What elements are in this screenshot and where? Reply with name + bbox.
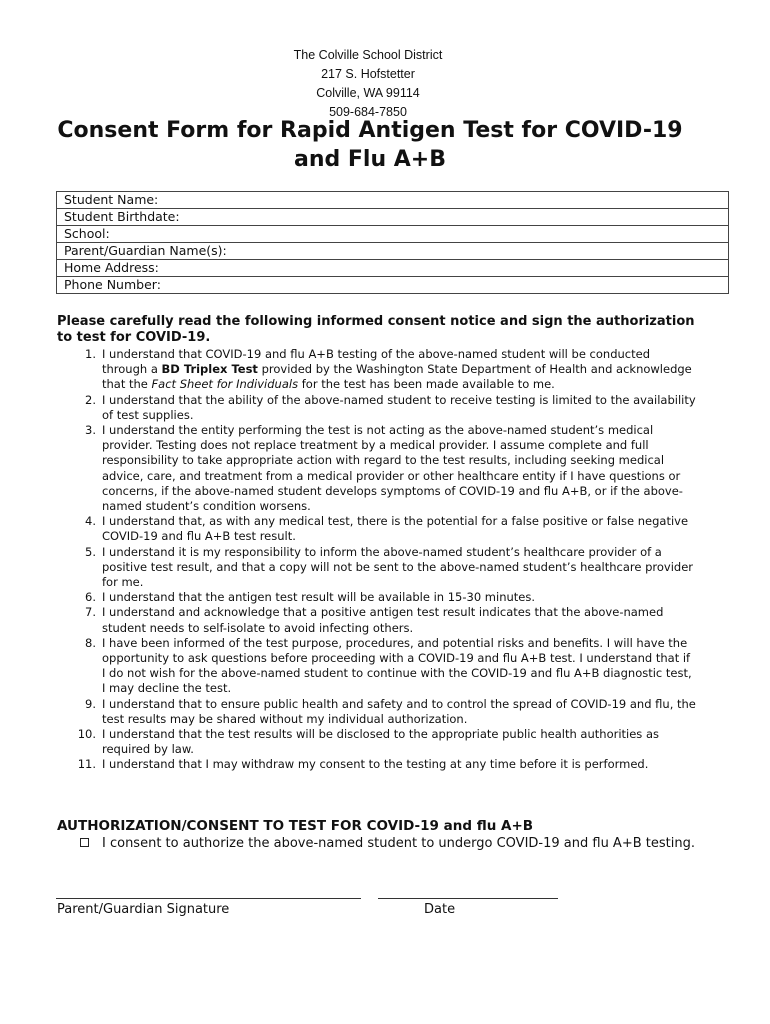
info-row-guardian-name	[57, 243, 729, 260]
term-number: 9.	[85, 696, 96, 711]
term-text	[102, 636, 696, 697]
info-field-label[interactable]: School:	[57, 226, 729, 243]
term-text-segment: I understand that the test results will be disclosed to the appropriate public health authorities as required by law.	[102, 727, 659, 757]
term-number: 6.	[85, 590, 96, 605]
term-text-segment: I understand and acknowledge that a positive antigen test result indicates that the above-named student needs to self-isolate to avoid infecting others.	[102, 605, 664, 635]
term-text-segment: I understand it is my responsibility to inform the above-named student’s healthcare provider of a positive test result, and that a copy will not be sent to the above-named student’s healthcare provider for me.	[102, 544, 694, 590]
info-row-student-name	[57, 192, 729, 209]
term-number: 3.	[85, 423, 96, 438]
info-row-phone-number	[57, 277, 729, 294]
term-text-italic: Fact Sheet for Individuals	[151, 377, 299, 392]
consent-term-item	[56, 757, 696, 772]
term-text	[102, 393, 696, 423]
term-text	[102, 590, 696, 605]
consent-term-item	[56, 636, 696, 697]
consent-term-item	[56, 423, 696, 514]
info-field-label[interactable]: Parent/Guardian Name(s):	[57, 243, 729, 260]
info-row-home-address	[57, 260, 729, 277]
term-text	[102, 697, 696, 727]
consent-checkbox-label: I consent to authorize the above-named student to undergo COVID-19 and flu A+B testing.	[102, 836, 695, 851]
term-number: 4.	[85, 514, 96, 529]
consent-term-item	[56, 697, 696, 727]
form-title: Consent Form for Rapid Antigen Test for COVID-19 and Flu A+B	[57, 118, 683, 172]
consent-intro: Please carefully read the following informed consent notice and sign the authorization to test for COVID-19.	[57, 314, 695, 345]
consent-term-item	[56, 545, 696, 591]
term-text-segment: I understand that I may withdraw my consent to the testing at any time before it is performed.	[102, 757, 649, 772]
consent-term-item	[56, 393, 696, 423]
district-name: The Colville School District	[293, 48, 443, 62]
term-text-segment: I understand that the ability of the above-named student to receive testing is limited to the availability of test supplies.	[102, 392, 696, 422]
term-text-segment: I understand that, as with any medical test, there is the potential for a false positive or false negative COVID-19 and flu A+B test result.	[102, 514, 689, 544]
term-number: 1.	[85, 347, 96, 361]
district-city: Colville, WA 99114	[316, 86, 420, 100]
consent-term-item	[56, 514, 696, 544]
term-text	[102, 347, 696, 393]
consent-term-item	[56, 605, 696, 635]
signature-label: Parent/Guardian Signature	[57, 902, 230, 917]
term-text-segment: for the test has been made available to me.	[298, 377, 555, 392]
info-row-school	[57, 226, 729, 243]
consent-terms-list	[56, 347, 696, 773]
term-number: 11.	[77, 757, 96, 772]
term-number: 7.	[85, 605, 96, 620]
term-text-segment: I understand the entity performing the test is not acting as the above-named student’s medical provider. Testing does not replace treatment by a medical provider. I assume complete and full responsibility to take appropriate action with regard to the test results, including seeking medical advice, care, and treatment from a medical provider or other healthcare entity if I have questions or concerns, if the above-named student develops symptoms of COVID-19 and flu A+B, or if the above-named student’s condition worsens.	[102, 423, 683, 514]
term-text-segment: I understand that to ensure public health and safety and to control the spread of COVID-19 and flu, the test results may be shared without my individual authorization.	[102, 696, 696, 726]
consent-checkbox[interactable]	[80, 838, 89, 847]
term-number: 8.	[85, 635, 96, 650]
info-field-label[interactable]: Phone Number:	[57, 277, 729, 294]
info-row-student-birthdate	[57, 209, 729, 226]
term-text	[102, 423, 696, 514]
term-text	[102, 545, 696, 591]
date-label: Date	[424, 902, 456, 917]
consent-term-item	[56, 347, 696, 393]
term-text-segment: I have been informed of the test purpose, procedures, and potential risks and benefits. I will have the opportunity to ask questions before proceeding with a COVID-19 and flu A+B test. I understand that if I do not wish for the above-named student to continue with the COVID-19 and flu A+B diagnostic test, I may decline the test.	[102, 635, 692, 696]
district-header	[0, 46, 736, 122]
authorization-heading: AUTHORIZATION/CONSENT TO TEST FOR COVID-19 and flu A+B	[57, 818, 534, 834]
info-field-label[interactable]: Student Birthdate:	[57, 209, 729, 226]
consent-term-item	[56, 590, 696, 605]
term-number: 5.	[85, 544, 96, 559]
term-number: 2.	[85, 392, 96, 407]
term-text-segment: I understand that COVID-19 and flu A+B testing of the above-named student will be conducted through a	[102, 347, 650, 377]
date-line[interactable]	[378, 898, 558, 899]
info-field-label[interactable]: Student Name:	[57, 192, 729, 209]
term-text-bold: BD Triplex Test	[161, 362, 258, 377]
term-text	[102, 757, 696, 772]
district-phone: 509-684-7850	[329, 105, 407, 119]
consent-checkbox-row	[80, 835, 700, 852]
term-text	[102, 727, 696, 757]
info-field-label[interactable]: Home Address:	[57, 260, 729, 277]
student-info-table	[56, 191, 729, 294]
term-text-segment: provided by the Washington State Department of Health and acknowledge that the	[102, 362, 692, 392]
term-text-segment: I understand that the antigen test result will be available in 15-30 minutes.	[102, 590, 536, 605]
term-number: 10.	[77, 727, 96, 742]
district-street: 217 S. Hofstetter	[321, 67, 415, 81]
term-text	[102, 605, 696, 635]
consent-term-item	[56, 727, 696, 757]
signature-line[interactable]	[56, 898, 361, 899]
term-text	[102, 514, 696, 544]
